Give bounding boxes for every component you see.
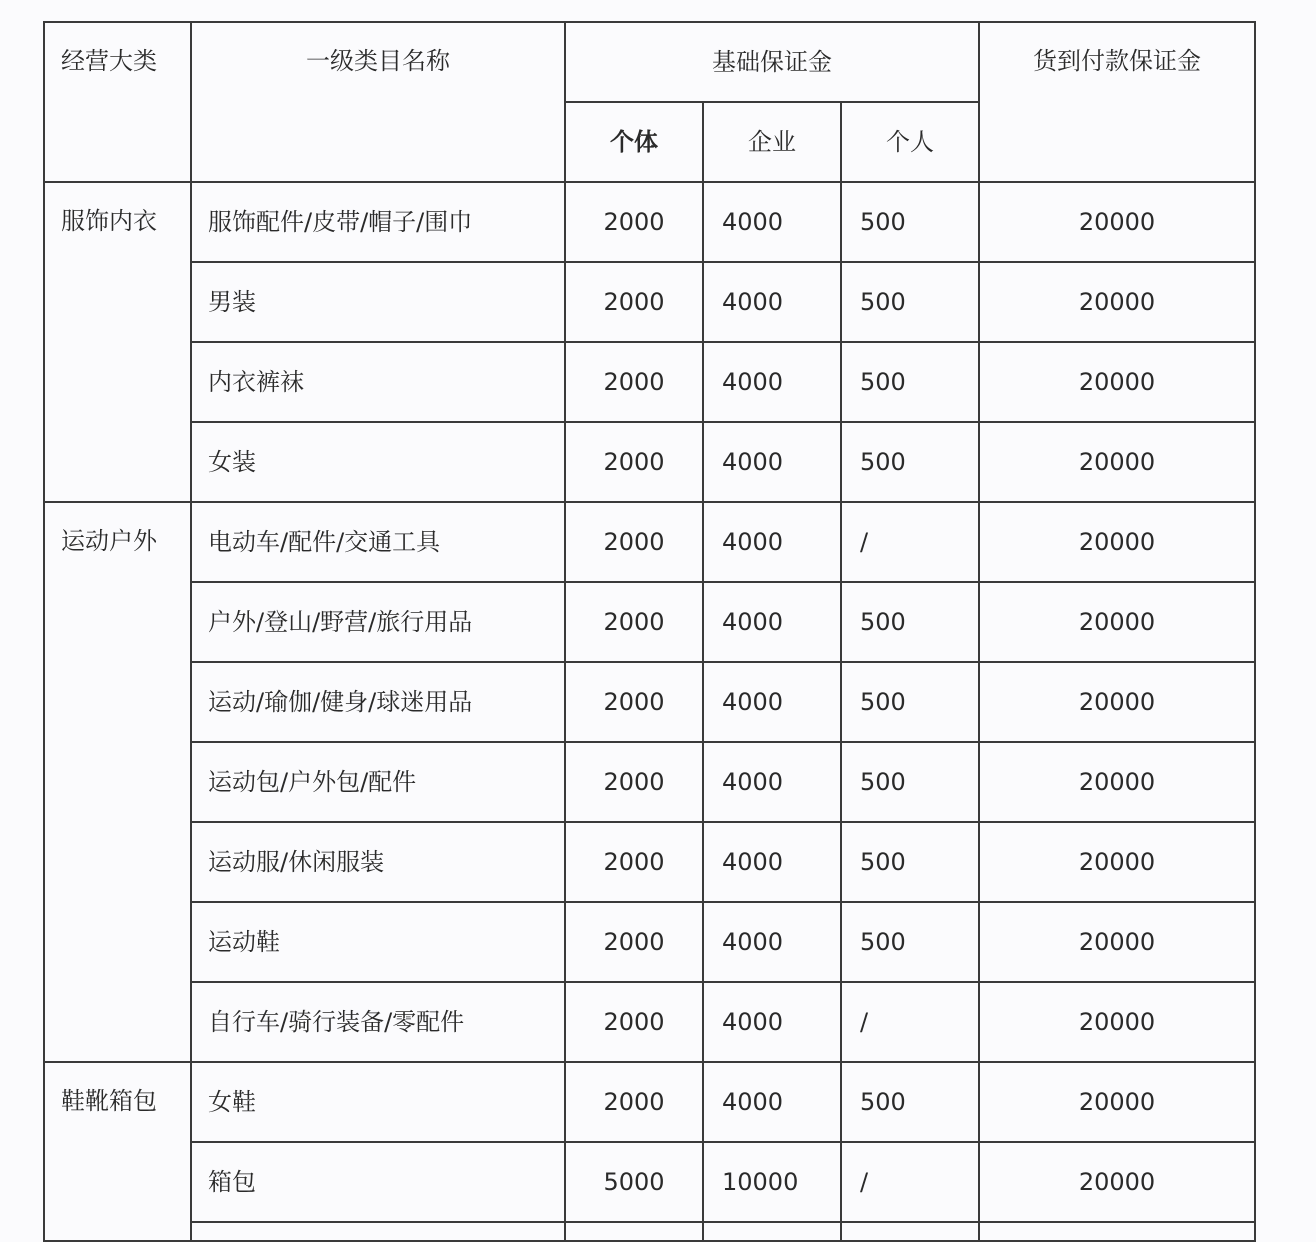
empty-cell: [979, 1222, 1255, 1241]
subheader-enterprise: 企业: [703, 102, 841, 182]
enterprise-cell: 4000: [703, 422, 841, 502]
header-cod-deposit: 货到付款保证金: [979, 22, 1255, 182]
individual-business-cell: 2000: [565, 1062, 703, 1142]
personal-cell: 500: [841, 342, 979, 422]
personal-cell: /: [841, 1142, 979, 1222]
subheader-personal: 个人: [841, 102, 979, 182]
cod-deposit-cell: 20000: [979, 182, 1255, 262]
enterprise-cell: 4000: [703, 582, 841, 662]
table-row: [44, 822, 1255, 902]
individual-business-cell: 2000: [565, 182, 703, 262]
enterprise-cell: 4000: [703, 342, 841, 422]
level1-name-cell: 服饰配件/皮带/帽子/围巾: [191, 182, 565, 262]
cod-deposit-cell: 20000: [979, 742, 1255, 822]
level1-name-cell: 运动鞋: [191, 902, 565, 982]
cod-deposit-cell: 20000: [979, 1142, 1255, 1222]
individual-business-cell: 2000: [565, 582, 703, 662]
table-row: [44, 902, 1255, 982]
personal-cell: 500: [841, 742, 979, 822]
enterprise-cell: 4000: [703, 902, 841, 982]
individual-business-cell: 2000: [565, 422, 703, 502]
cod-deposit-cell: 20000: [979, 342, 1255, 422]
category-cell: 服饰内衣: [44, 182, 191, 502]
header-category: 经营大类: [44, 22, 191, 182]
enterprise-cell: 10000: [703, 1142, 841, 1222]
cod-deposit-cell: 20000: [979, 1062, 1255, 1142]
table-row: [44, 982, 1255, 1062]
level1-name-cell: 运动包/户外包/配件: [191, 742, 565, 822]
level1-name-cell: 自行车/骑行装备/零配件: [191, 982, 565, 1062]
table-row: [44, 582, 1255, 662]
table-row-partial: [44, 1222, 1255, 1241]
individual-business-cell: 2000: [565, 342, 703, 422]
individual-business-cell: 2000: [565, 822, 703, 902]
cod-deposit-cell: 20000: [979, 902, 1255, 982]
individual-business-cell: 2000: [565, 502, 703, 582]
level1-name-cell: 男装: [191, 262, 565, 342]
empty-cell: [191, 1222, 565, 1241]
personal-cell: 500: [841, 822, 979, 902]
individual-business-cell: 2000: [565, 742, 703, 822]
individual-business-cell: 2000: [565, 902, 703, 982]
individual-business-cell: 2000: [565, 982, 703, 1062]
cod-deposit-cell: 20000: [979, 662, 1255, 742]
category-cell: 运动户外: [44, 502, 191, 1062]
enterprise-cell: 4000: [703, 982, 841, 1062]
personal-cell: 500: [841, 262, 979, 342]
table-row: [44, 182, 1255, 262]
cod-deposit-cell: 20000: [979, 262, 1255, 342]
personal-cell: 500: [841, 582, 979, 662]
level1-name-cell: 户外/登山/野营/旅行用品: [191, 582, 565, 662]
table-row: [44, 262, 1255, 342]
table-row: [44, 342, 1255, 422]
empty-cell: [703, 1222, 841, 1241]
personal-cell: 500: [841, 1062, 979, 1142]
table-row: [44, 1062, 1255, 1142]
level1-name-cell: 电动车/配件/交通工具: [191, 502, 565, 582]
table-row: [44, 502, 1255, 582]
level1-name-cell: 女鞋: [191, 1062, 565, 1142]
personal-cell: 500: [841, 662, 979, 742]
enterprise-cell: 4000: [703, 262, 841, 342]
enterprise-cell: 4000: [703, 662, 841, 742]
cod-deposit-cell: 20000: [979, 502, 1255, 582]
table-row: [44, 422, 1255, 502]
personal-cell: /: [841, 502, 979, 582]
enterprise-cell: 4000: [703, 182, 841, 262]
cod-deposit-cell: 20000: [979, 822, 1255, 902]
header-row: [44, 22, 1255, 102]
level1-name-cell: 内衣裤袜: [191, 342, 565, 422]
empty-cell: [841, 1222, 979, 1241]
header-level1-name: 一级类目名称: [191, 22, 565, 182]
individual-business-cell: 2000: [565, 662, 703, 742]
enterprise-cell: 4000: [703, 1062, 841, 1142]
table-row: [44, 662, 1255, 742]
table-row: [44, 742, 1255, 822]
enterprise-cell: 4000: [703, 742, 841, 822]
enterprise-cell: 4000: [703, 502, 841, 582]
level1-name-cell: 女装: [191, 422, 565, 502]
category-cell: 鞋靴箱包: [44, 1062, 191, 1241]
empty-cell: [565, 1222, 703, 1241]
personal-cell: 500: [841, 422, 979, 502]
deposit-table: [43, 21, 1256, 1242]
individual-business-cell: 5000: [565, 1142, 703, 1222]
subheader-individual-business: 个体: [565, 102, 703, 182]
cod-deposit-cell: 20000: [979, 422, 1255, 502]
header-basic-deposit: 基础保证金: [565, 22, 979, 102]
individual-business-cell: 2000: [565, 262, 703, 342]
personal-cell: 500: [841, 182, 979, 262]
table-row: [44, 1142, 1255, 1222]
cod-deposit-cell: 20000: [979, 582, 1255, 662]
level1-name-cell: 箱包: [191, 1142, 565, 1222]
personal-cell: 500: [841, 902, 979, 982]
enterprise-cell: 4000: [703, 822, 841, 902]
level1-name-cell: 运动服/休闲服装: [191, 822, 565, 902]
level1-name-cell: 运动/瑜伽/健身/球迷用品: [191, 662, 565, 742]
cod-deposit-cell: 20000: [979, 982, 1255, 1062]
personal-cell: /: [841, 982, 979, 1062]
